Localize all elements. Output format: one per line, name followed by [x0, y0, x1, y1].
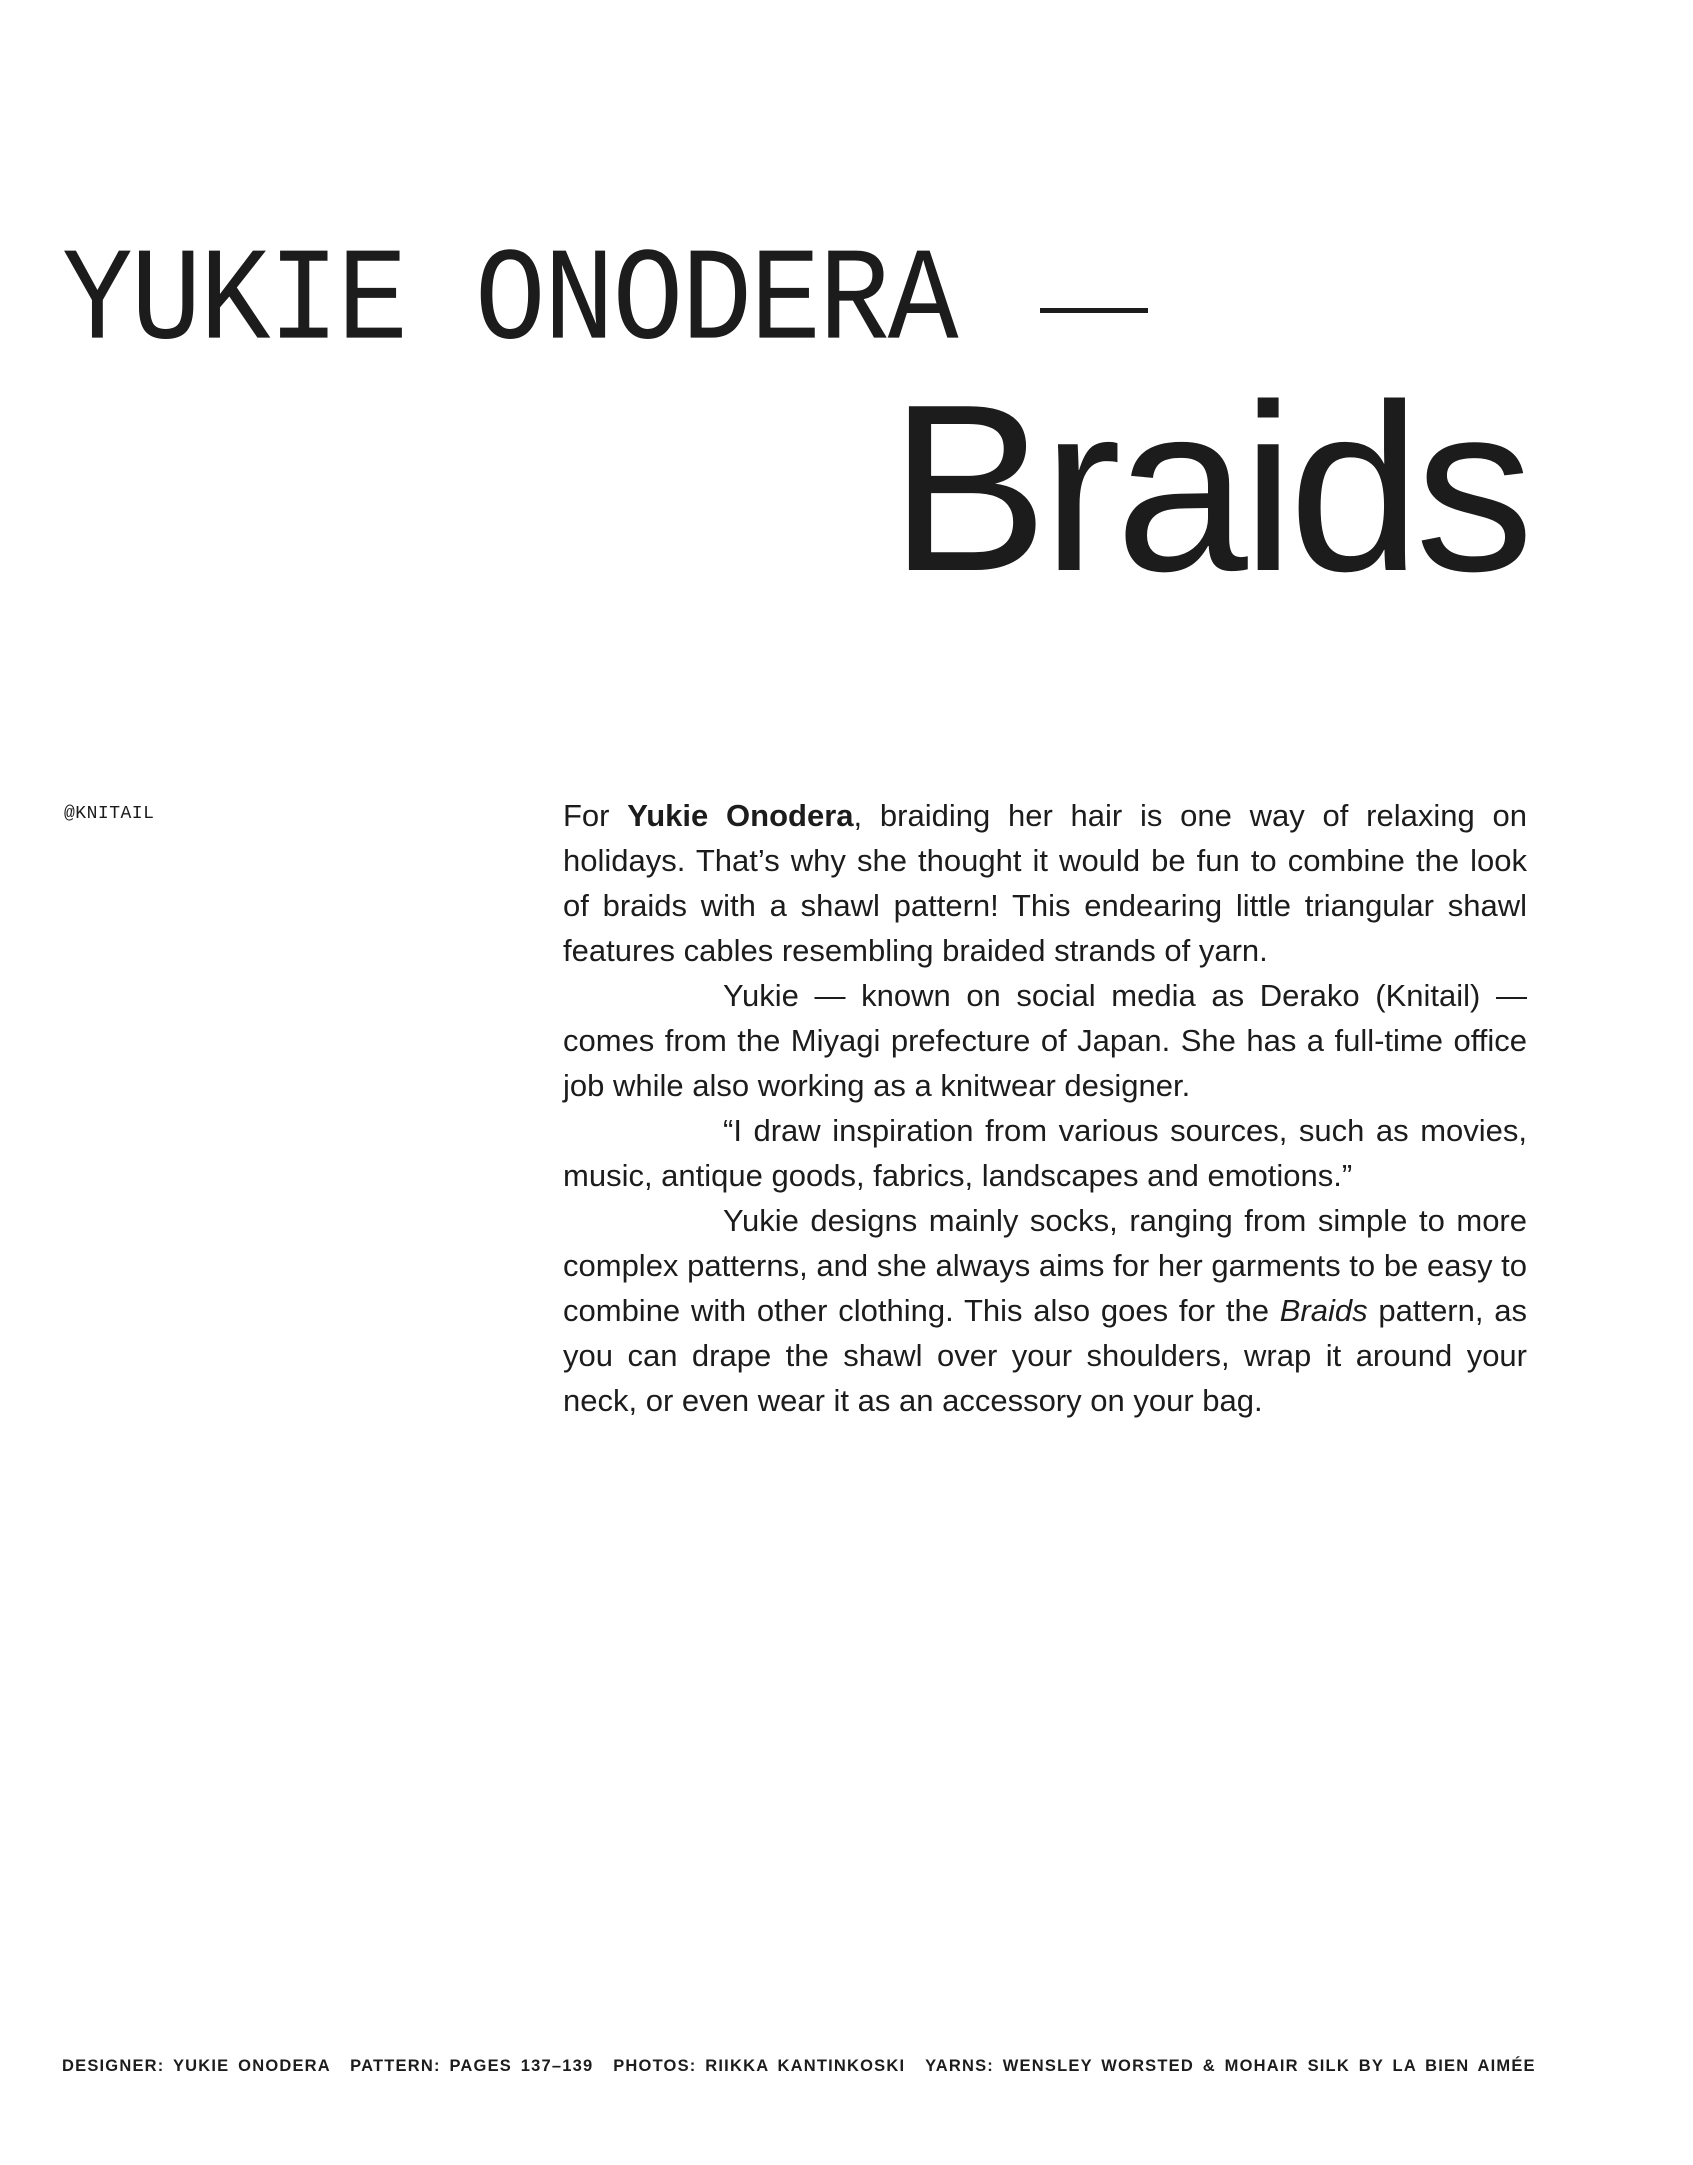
pattern-name-italic: Braids [1279, 1293, 1368, 1328]
credit-pattern: PATTERN: PAGES 137–139 [350, 2057, 594, 2075]
intro-rest: , braiding her hair is one way of relaxing on holidays. That’s why she thought it would be fun to combine the look of braids with a shawl pattern! This endearing little triangular shawl features cables resembling braided strands of yarn. [563, 798, 1527, 968]
credits-line [62, 2057, 1536, 2076]
paragraph-background: Yukie — known on social media as Derako (Knitail) — comes from the Miyagi prefecture of Japan. She has a full-time office job while also working as a knitwear designer. [563, 978, 1527, 1103]
credit-yarns: YARNS: WENSLEY WORSTED & MOHAIR SILK BY LA BIEN AIMÉE [925, 2057, 1536, 2075]
credit-photos: PHOTOS: RIIKKA KANTINKOSKI [613, 2057, 906, 2075]
pattern-title: Braids [889, 356, 1528, 621]
social-handle: @KNITAIL [64, 804, 155, 824]
designer-title: YUKIE ONODERA [62, 229, 957, 378]
paragraph-intro [563, 793, 1527, 973]
credit-designer: DESIGNER: YUKIE ONODERA [62, 2057, 331, 2075]
article-body [563, 793, 1527, 1423]
paragraph-quote: “I draw inspiration from various sources, such as movies, music, antique goods, fabrics, landscapes and emotions.” [563, 1113, 1527, 1193]
designer-name-bold: Yukie Onodera [627, 798, 854, 833]
design-lead: Yukie designs mainly socks, ranging from simple to more complex patterns, and she always aims for her garments to be easy to combine with other clothing. This also goes for the [563, 1203, 1527, 1328]
title-dash-rule [1040, 308, 1148, 313]
paragraph-design [563, 1198, 1527, 1423]
intro-lead: For [563, 798, 628, 833]
design-rest: pattern, as you can drape the shawl over your shoulders, wrap it around your neck, or even wear it as an accessory on your bag. [563, 1293, 1527, 1418]
